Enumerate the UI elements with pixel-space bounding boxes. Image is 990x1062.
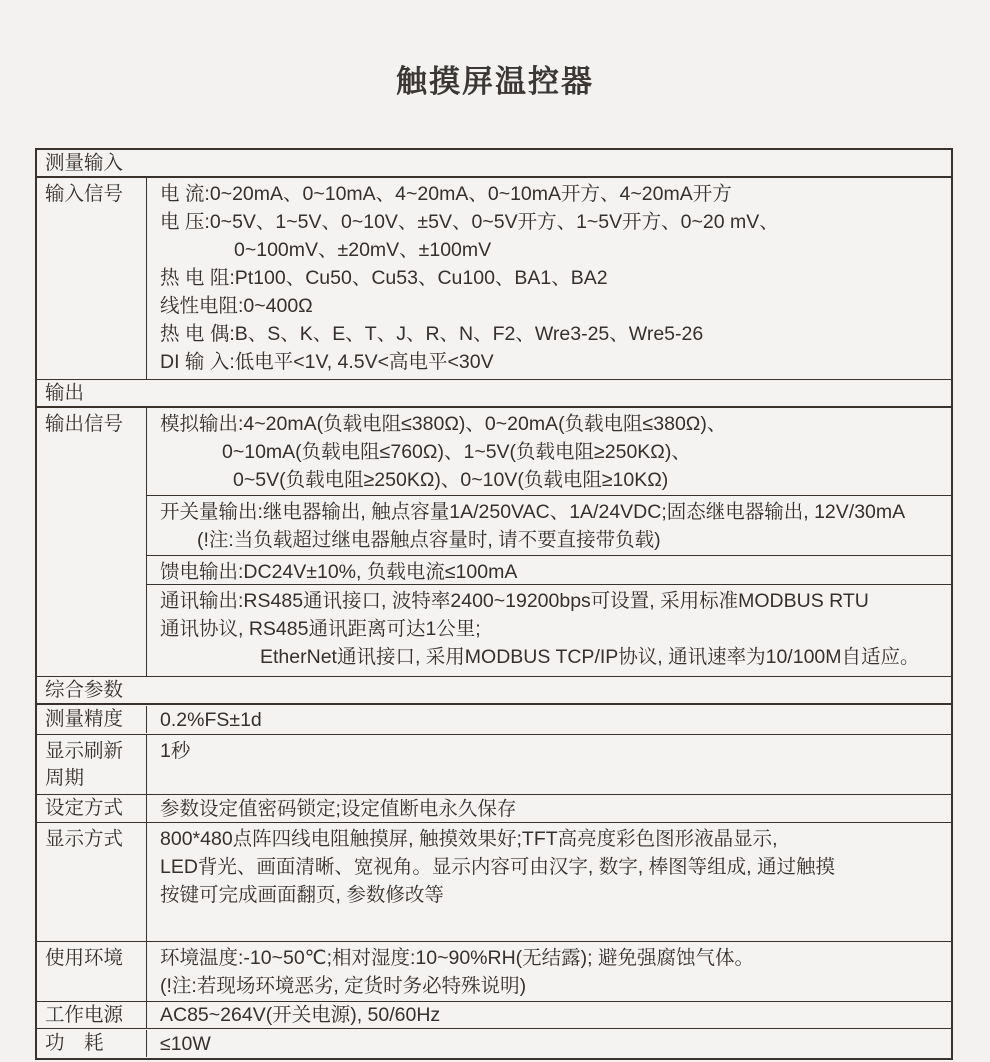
spec-line-linear-resistance: 线性电阻:0~400Ω <box>160 295 313 317</box>
spec-line-switch-note: (!注:当负载超过继电器触点容量时, 请不要直接带负载) <box>197 529 661 551</box>
display-value <box>147 823 951 941</box>
row-measurement-accuracy <box>37 705 951 735</box>
subrow-analog-output <box>147 408 951 496</box>
spec-line-display-3: 按键可完成画面翻页, 参数修改等 <box>160 884 444 906</box>
input-signal-label: 输入信号 <box>37 178 147 379</box>
spec-line-di-input: DI 输 入:低电平<1V, 4.5V<高电平<30V <box>160 351 494 373</box>
setting-value: 参数设定值密码锁定;设定值断电永久保存 <box>160 797 517 820</box>
spec-line-voltage: 电 压:0~5V、1~5V、0~10V、±5V、0~5V开方、1~5V开方、0~20 mV、 <box>160 211 779 233</box>
spec-line-thermocouple: 热 电 偶:B、S、K、E、T、J、R、N、F2、Wre3-25、Wre5-26 <box>160 323 704 345</box>
consumption-value: ≤10W <box>160 1032 211 1055</box>
spec-line-display-1: 800*480点阵四线电阻触摸屏, 触摸效果好;TFT高亮度彩色图形液晶显示, <box>160 828 778 850</box>
section-header-general-params: 综合参数 <box>37 677 951 705</box>
page-title: 触摸屏温控器 <box>396 64 594 99</box>
spec-line-display-2: LED背光、画面清晰、宽视角。显示内容可由汉字, 数字, 棒图等组成, 通过触摸 <box>160 856 835 878</box>
display-label: 显示方式 <box>37 823 147 941</box>
section-header-output: 输出 <box>37 380 951 408</box>
subrow-relay-output <box>147 496 951 556</box>
spec-line-comm-3: EtherNet通讯接口, 采用MODBUS TCP/IP协议, 通讯速率为10/100M自适应。 <box>260 646 920 668</box>
spec-table <box>35 148 953 1060</box>
spec-line-switch: 开关量输出:继电器输出, 触点容量1A/250VAC、1A/24VDC;固态继电器输出, 12V/30mA <box>160 501 906 523</box>
row-refresh-period <box>37 735 951 795</box>
spec-line-rtd: 热 电 阻:Pt100、Cu50、Cu53、Cu100、BA1、BA2 <box>160 267 608 289</box>
row-operating-environment <box>37 942 951 1002</box>
row-input-signal <box>37 178 951 380</box>
environment-value <box>147 942 951 1001</box>
spec-line-current: 电 流:0~20mA、0~10mA、4~20mA、0~10mA开方、4~20mA开方 <box>160 183 732 205</box>
row-setting-method <box>37 795 951 823</box>
accuracy-value: 0.2%FS±1d <box>160 708 262 731</box>
spec-line-comm-2: 通讯协议, RS485通讯距离可达1公里; <box>160 618 481 640</box>
refresh-label: 显示刷新 周期 <box>37 735 147 794</box>
input-signal-content <box>147 178 951 379</box>
row-power-consumption <box>37 1029 951 1058</box>
row-working-power <box>37 1002 951 1029</box>
output-signal-content <box>147 408 951 676</box>
spec-line-feed: 馈电输出:DC24V±10%, 负载电流≤100mA <box>160 561 518 583</box>
spec-line-env-2: (!注:若现场环境恶劣, 定货时务必特殊说明) <box>160 975 527 997</box>
spec-line-analog-2: 0~10mA(负载电阻≤760Ω)、1~5V(负载电阻≥250KΩ)、 <box>222 441 691 463</box>
subrow-comm-output <box>147 585 951 676</box>
row-display-method <box>37 823 951 942</box>
setting-label: 设定方式 <box>37 795 147 822</box>
spec-line-analog-3: 0~5V(负载电阻≥250KΩ)、0~10V(负载电阻≥10KΩ) <box>233 469 669 491</box>
spec-line-analog-1: 模拟输出:4~20mA(负载电阻≤380Ω)、0~20mA(负载电阻≤380Ω)、 <box>160 413 727 435</box>
refresh-value: 1秒 <box>160 740 191 762</box>
spec-line-comm-1: 通讯输出:RS485通讯接口, 波特率2400~19200bps可设置, 采用标准MODBUS RTU <box>160 590 869 612</box>
row-output-signal <box>37 408 951 677</box>
accuracy-label: 测量精度 <box>37 706 147 733</box>
spec-line-env-1: 环境温度:-10~50℃;相对湿度:10~90%RH(无结露); 避免强腐蚀气体。 <box>160 947 755 969</box>
consumption-label: 功 耗 <box>37 1030 147 1057</box>
environment-label: 使用环境 <box>37 942 147 1001</box>
output-signal-label: 输出信号 <box>37 408 147 676</box>
power-value: AC85~264V(开关电源), 50/60Hz <box>160 1004 441 1026</box>
spec-line-voltage-cont: 0~100mV、±20mV、±100mV <box>234 239 492 261</box>
power-label: 工作电源 <box>37 1002 147 1029</box>
section-header-measurement-input: 测量输入 <box>37 150 951 178</box>
subrow-feed-output <box>147 556 951 585</box>
